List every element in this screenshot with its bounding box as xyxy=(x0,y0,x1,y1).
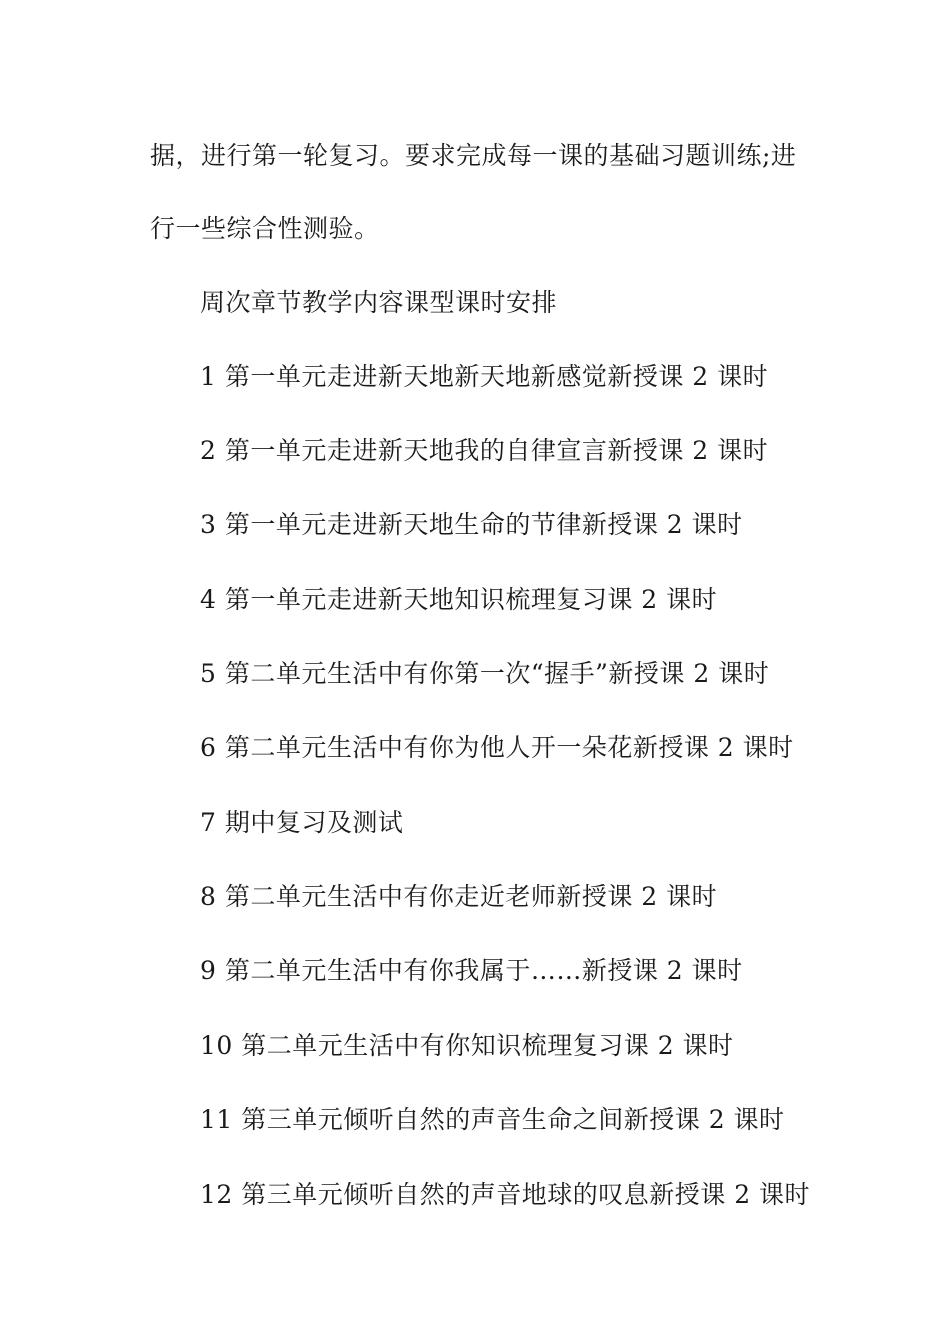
schedule-row: 9 第二单元生活中有你我属于……新授课 2 课时 xyxy=(200,956,743,985)
schedule-row: 10 第二单元生活中有你知识梳理复习课 2 课时 xyxy=(200,1031,734,1060)
schedule-row: 3 第一单元走进新天地生命的节律新授课 2 课时 xyxy=(200,510,743,539)
schedule-row: 5 第二单元生活中有你第一次“握手”新授课 2 课时 xyxy=(200,659,770,688)
schedule-row: 8 第二单元生活中有你走近老师新授课 2 课时 xyxy=(200,882,718,911)
schedule-row: 12 第三单元倾听自然的声音地球的叹息新授课 2 课时 xyxy=(200,1180,811,1209)
intro-line-2: 行一些综合性测验。 xyxy=(150,214,380,243)
schedule-row: 6 第二单元生活中有你为他人开一朵花新授课 2 课时 xyxy=(200,733,794,762)
schedule-row: 1 第一单元走进新天地新天地新感觉新授课 2 课时 xyxy=(200,362,769,391)
schedule-header: 周次章节教学内容课型课时安排 xyxy=(200,288,558,317)
intro-line-1: 据，进行第一轮复习。要求完成每一课的基础习题训练;进 xyxy=(150,141,797,170)
schedule-row: 2 第一单元走进新天地我的自律宣言新授课 2 课时 xyxy=(200,436,769,465)
schedule-row: 7 期中复习及测试 xyxy=(200,808,404,837)
schedule-row: 11 第三单元倾听自然的声音生命之间新授课 2 课时 xyxy=(200,1105,785,1134)
schedule-row: 4 第一单元走进新天地知识梳理复习课 2 课时 xyxy=(200,585,718,614)
